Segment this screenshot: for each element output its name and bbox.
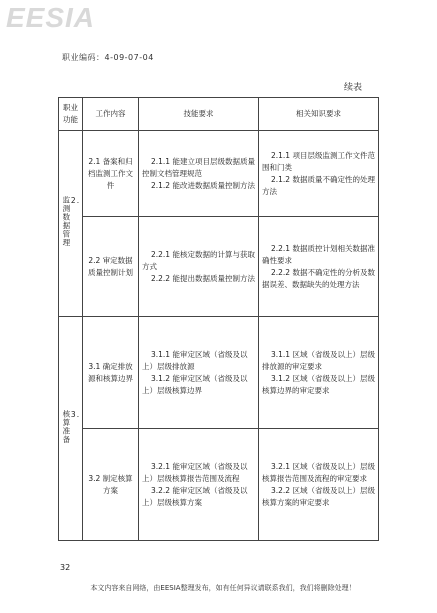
skill-item: 2.2.2 能提出数据质量控制方法 xyxy=(151,273,255,283)
table-row xyxy=(59,131,379,217)
content-cell: 3.1 确定排放源和核算边界 xyxy=(83,317,139,429)
content-cell: 2.1 备案和归档监测工作文件 xyxy=(83,131,139,217)
table-row xyxy=(59,317,379,429)
table-row xyxy=(59,429,379,541)
function-cell xyxy=(59,317,83,541)
skill-item: 3.2.2 能审定区域（省级及以上）层级核算方案 xyxy=(142,485,248,507)
function-number: 3. xyxy=(70,409,81,419)
function-name: 监测数据管理 xyxy=(61,196,71,247)
knowledge-cell xyxy=(259,131,379,217)
skill-item: 3.2.1 能审定区域（省级及以上）层级核算报告范围及流程 xyxy=(142,461,248,483)
skill-item: 3.1.2 能审定区域（省级及以上）层级核算边界 xyxy=(142,373,248,395)
knowledge-item: 2.2.2 数据不确定性的分析及数据误差、数据缺失的处理方法 xyxy=(262,267,375,289)
footer-notice: 本文内容来自网络，由EESIA整理发布，如有任何异议请联系我们，我们将删除处理！ xyxy=(90,584,356,592)
knowledge-item: 3.2.1 区域（省级及以上）层级核算报告范围及流程的审定要求 xyxy=(262,461,375,483)
function-name: 核算准备 xyxy=(61,409,71,444)
requirements-table xyxy=(58,97,379,541)
knowledge-item: 2.1.2 数据质量不确定性的处理方法 xyxy=(262,174,375,196)
skill-item: 2.1.2 能改进数据质量控制方法 xyxy=(151,180,255,190)
table-header-row xyxy=(59,98,379,131)
knowledge-cell xyxy=(259,429,379,541)
content-cell: 3.2 制定核算方案 xyxy=(83,429,139,541)
knowledge-item: 3.1.1 区域（省级及以上）层级排放源的审定要求 xyxy=(262,349,375,371)
header-content: 工作内容 xyxy=(83,98,139,131)
table-row xyxy=(59,217,379,317)
content-cell: 2.2 审定数据质量控制计划 xyxy=(83,217,139,317)
knowledge-item: 2.1.1 项目层级监测工作文件范围和门类 xyxy=(262,150,375,172)
page-number: 32 xyxy=(60,563,71,572)
knowledge-item: 3.1.2 区域（省级及以上）层级核算边界的审定要求 xyxy=(262,373,375,395)
skill-item: 2.1.1 能建立项目层级数据质量控制文档管理规范 xyxy=(142,156,255,178)
knowledge-item: 3.2.2 区域（省级及以上）层级核算方案的审定要求 xyxy=(262,485,375,507)
continued-label: 续表 xyxy=(344,83,363,93)
header-function: 职业功能 xyxy=(59,98,83,131)
eesia-logo: EESIA xyxy=(6,2,96,33)
skills-cell xyxy=(139,317,259,429)
knowledge-item: 2.2.1 数据质控计划相关数据准确性要求 xyxy=(262,243,375,265)
occupation-code: 职业编码：4-09-07-04 xyxy=(62,53,154,62)
skills-cell xyxy=(139,131,259,217)
knowledge-cell xyxy=(259,217,379,317)
skill-item: 3.1.1 能审定区域（省级及以上）层级排放源 xyxy=(142,349,248,371)
knowledge-cell xyxy=(259,317,379,429)
header-skills: 技能要求 xyxy=(139,98,259,131)
header-knowledge: 相关知识要求 xyxy=(259,98,379,131)
function-number: 2. xyxy=(70,196,81,205)
skill-item: 2.2.1 能核定数据的计算与获取方式 xyxy=(142,249,255,271)
skills-cell xyxy=(139,217,259,317)
skills-cell xyxy=(139,429,259,541)
function-cell xyxy=(59,131,83,317)
